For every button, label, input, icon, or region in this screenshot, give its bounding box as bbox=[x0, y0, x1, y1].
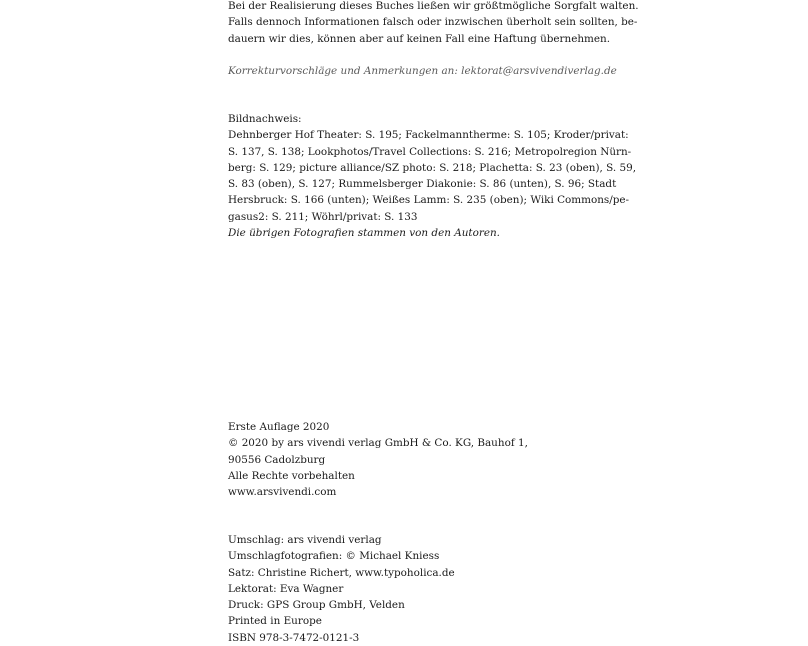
image-credits-line: berg: S. 129; picture alliance/SZ photo: S. 218; Plachetta: S. 23 (oben), S. 59, bbox=[228, 161, 637, 174]
website-line: www.arsvivendi.com bbox=[228, 486, 337, 499]
cover-photo-credit: Umschlagfotografien: © Michael Kniess bbox=[228, 550, 440, 563]
rights-line: Alle Rechte vorbehalten bbox=[228, 469, 355, 482]
image-credits-line: gasus2: S. 211; Wöhrl/privat: S. 133 bbox=[228, 210, 418, 223]
image-credits-line: S. 83 (oben), S. 127; Rummelsberger Diakonie: S. 86 (unten), S. 96; Stadt bbox=[228, 178, 617, 191]
image-credits-heading: Bildnachweis: bbox=[228, 113, 302, 125]
production-credits bbox=[228, 532, 580, 646]
image-credits bbox=[228, 111, 637, 241]
address-line: 90556 Cadolzburg bbox=[228, 453, 326, 466]
disclaimer-line: Falls dennoch Informationen falsch oder inzwischen überholt sein sollten, be- bbox=[228, 16, 638, 29]
correction-note bbox=[228, 63, 617, 79]
printed-in: Printed in Europe bbox=[228, 615, 322, 628]
edition-line: Erste Auflage 2020 bbox=[228, 421, 330, 433]
editor-credit: Lektorat: Eva Wagner bbox=[228, 582, 344, 595]
image-credits-line: Dehnberger Hof Theater: S. 195; Fackelmanntherme: S. 105; Kroder/privat: bbox=[228, 129, 629, 142]
disclaimer-line: Bei der Realisierung dieses Buches ließen wir größtmögliche Sorgfalt walten. bbox=[228, 0, 639, 12]
image-credits-line: S. 137, S. 138; Lookphotos/Travel Collections: S. 216; Metropolregion Nürn- bbox=[228, 145, 632, 158]
printing-credit: Druck: GPS Group GmbH, Velden bbox=[228, 599, 405, 612]
correction-note-text: Korrekturvorschläge und Anmerkungen an: lektorat@arsvivendiverlag.de bbox=[228, 65, 617, 77]
disclaimer-line: dauern wir dies, können aber auf keinen Fall eine Haftung übernehmen. bbox=[228, 32, 611, 45]
cover-credit: Umschlag: ars vivendi verlag bbox=[228, 534, 382, 546]
image-credits-line: Hersbruck: S. 166 (unten); Weißes Lamm: S. 235 (oben); Wiki Commons/pe- bbox=[228, 194, 630, 207]
edition-info bbox=[228, 419, 580, 500]
image-credits-footnote: Die übrigen Fotografien stammen von den Autoren. bbox=[228, 227, 500, 240]
isbn: ISBN 978-3-7472-0121-3 bbox=[228, 631, 360, 644]
typesetting-credit: Satz: Christine Richert, www.typoholica.de bbox=[228, 566, 455, 579]
disclaimer-paragraph bbox=[228, 0, 639, 47]
copyright-line: © 2020 by ars vivendi verlag GmbH & Co. KG, Bauhof 1, bbox=[228, 437, 528, 450]
